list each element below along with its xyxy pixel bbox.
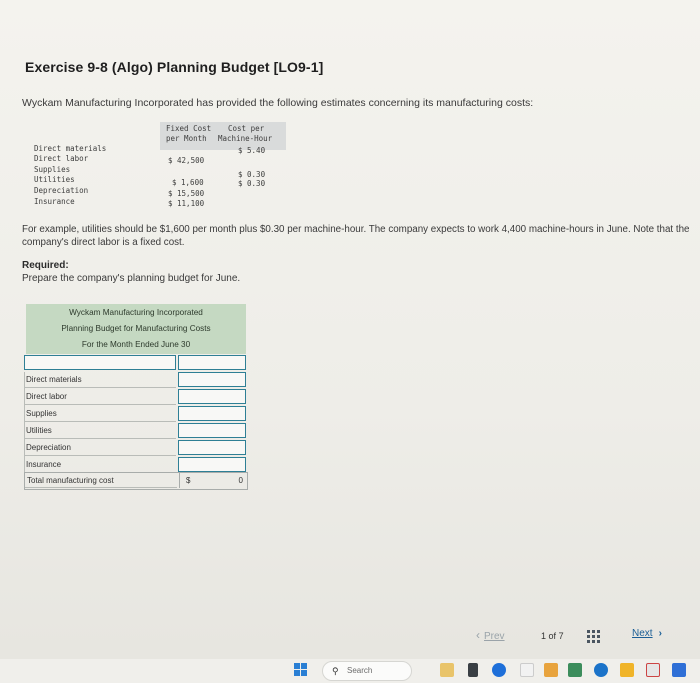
depreciation-amount-input[interactable] [178, 440, 246, 455]
total-value-cell [179, 473, 247, 488]
mail-icon[interactable] [646, 663, 660, 677]
estimate-variable: $ 5.40 [238, 146, 266, 155]
budget-period: For the Month Ended June 30 [81, 340, 191, 349]
estimate-fixed: $ 1,600 [172, 178, 204, 187]
taskbar [0, 659, 700, 683]
page-indicator [541, 631, 564, 651]
estimate-variable: $ 0.30 [238, 179, 266, 188]
budget-statement-title: Planning Budget for Manufacturing Costs [61, 324, 211, 333]
budget-worksheet [22, 354, 248, 492]
header-fixed-line1: Fixed Cost [166, 124, 212, 133]
budget-header [26, 304, 246, 354]
next-label: Next [632, 628, 653, 639]
budget-row [22, 405, 248, 422]
total-currency: $ [186, 476, 191, 485]
page-of: of [548, 631, 557, 641]
next-button[interactable] [632, 628, 662, 648]
header-variable-line2: Machine-Hour [218, 134, 273, 143]
estimate-fixed: $ 11,100 [168, 199, 205, 208]
insurance-amount-input[interactable] [178, 457, 246, 472]
exercise-intro: Wyckam Manufacturing Incorporated has provided the following estimates concerning its manufacturing costs: [22, 97, 534, 109]
budget-company-name: Wyckam Manufacturing Incorporated [69, 308, 203, 317]
estimate-label: Insurance [34, 197, 75, 206]
browser-icon[interactable] [492, 663, 506, 677]
estimate-label: Direct materials [34, 144, 107, 153]
app-icon[interactable] [520, 663, 534, 677]
folder-icon[interactable] [544, 663, 558, 677]
store-icon[interactable] [568, 663, 582, 677]
total-value: 0 [238, 476, 243, 485]
edge-icon[interactable] [594, 663, 608, 677]
chevron-right-icon: › [658, 628, 662, 639]
budget-row [22, 456, 248, 473]
budget-row [22, 388, 248, 405]
weather-icon[interactable] [440, 663, 454, 677]
utilities-amount-input[interactable] [178, 423, 246, 438]
estimate-label: Supplies [34, 165, 71, 174]
budget-row-label: Direct labor [24, 388, 176, 405]
estimate-label: Utilities [34, 175, 75, 184]
total-row [24, 472, 248, 490]
exercise-title: Exercise 9-8 (Algo) Planning Budget [LO9-1] [25, 59, 324, 75]
cost-estimates-table [30, 120, 286, 210]
direct-labor-amount-input[interactable] [178, 389, 246, 404]
estimate-label: Direct labor [34, 154, 89, 163]
question-grid-icon[interactable] [587, 630, 601, 644]
chevron-left-icon: ‹ [476, 628, 480, 642]
budget-row-label: Supplies [24, 405, 176, 422]
estimate-variable: $ 0.30 [238, 170, 266, 179]
direct-materials-amount-input[interactable] [178, 372, 246, 387]
search-label: Search [347, 666, 373, 675]
budget-row [22, 371, 248, 388]
column-amount-heading-input[interactable] [178, 355, 246, 370]
budget-row [22, 422, 248, 439]
budget-row [22, 439, 248, 456]
search-icon: ⚲ [332, 666, 339, 676]
page-current: 1 [541, 631, 547, 641]
supplies-amount-input[interactable] [178, 406, 246, 421]
header-variable-line1: Cost per [228, 124, 265, 133]
estimate-fixed: $ 42,500 [168, 156, 205, 165]
total-label: Total manufacturing cost [25, 473, 177, 488]
required-label: Required: [22, 260, 69, 271]
estimate-fixed: $ 15,500 [168, 189, 205, 198]
budget-row-label: Depreciation [24, 439, 176, 456]
app-icon[interactable] [620, 663, 634, 677]
prev-button[interactable] [476, 628, 505, 648]
budget-row-label: Insurance [24, 456, 176, 473]
taskbar-search[interactable] [322, 661, 412, 681]
estimate-label: Depreciation [34, 186, 89, 195]
column-heading-input[interactable] [24, 355, 176, 370]
budget-row-label: Direct materials [24, 371, 176, 388]
header-fixed-line2: per Month [166, 134, 207, 143]
budget-row-label: Utilities [24, 422, 176, 439]
example-text: For example, utilities should be $1,600 per month plus $0.30 per machine-hour. The company expects to work 4,400 machine-hours in June. Note that the company's direct labor is a fixed cost. [22, 224, 690, 248]
prev-label: Prev [484, 631, 505, 642]
page-total: 7 [558, 631, 564, 641]
windows-start-icon[interactable] [294, 663, 308, 677]
file-explorer-icon[interactable] [468, 663, 478, 677]
budget-header-input-row [22, 354, 248, 371]
required-text: Prepare the company's planning budget for June. [22, 273, 241, 284]
app-icon[interactable] [672, 663, 686, 677]
